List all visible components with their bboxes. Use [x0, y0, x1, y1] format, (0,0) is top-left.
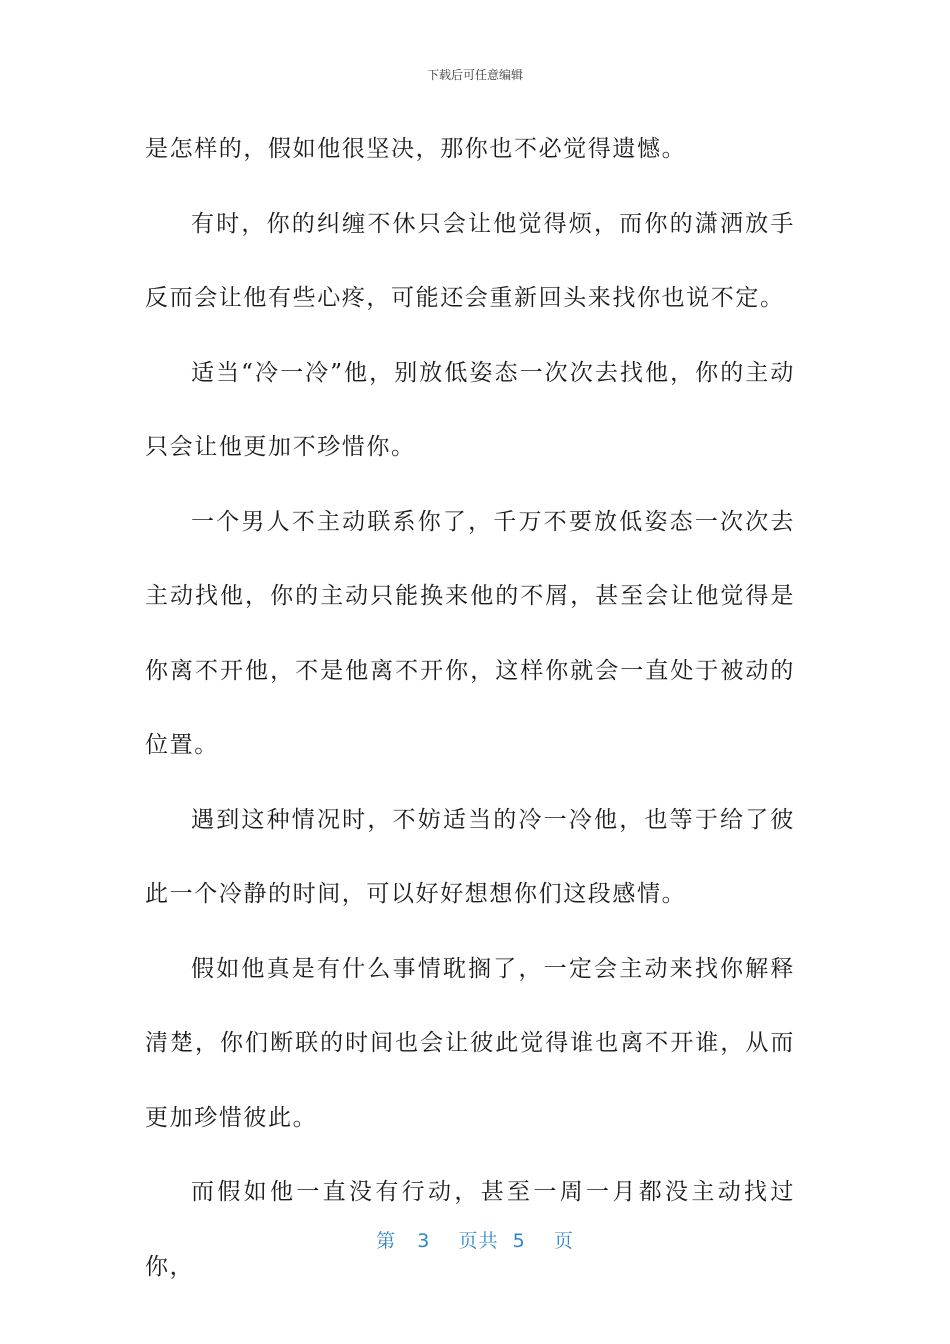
document-body [145, 112, 795, 1304]
total-pages-number: 5 [512, 1230, 526, 1252]
paragraph: 是怎样的，假如他很坚决，那你也不必觉得遗憾。 [145, 136, 687, 162]
paragraph: 假如他真是有什么事情耽搁了，一定会主动来找你解释清楚，你们断联的时间也会让彼此觉得谁也离不开谁，从而更加珍惜彼此。 [145, 955, 795, 1131]
paragraph: 有时，你的纠缠不休只会让他觉得烦，而你的潇洒放手反而会让他有些心疼，可能还会重新回头来找你也说不定。 [145, 210, 795, 311]
paragraph: 而假如他一直没有行动，甚至一周一月都没主动找过你， [145, 1179, 795, 1280]
paragraph: 适当“冷一冷”他，别放低姿态一次次去找他，你的主动只会让他更加不珍惜你。 [145, 359, 795, 460]
footer-suffix: 页 [553, 1230, 574, 1252]
page-footer [0, 1226, 950, 1253]
footer-prefix: 第 [376, 1230, 397, 1252]
page-header: 下载后可任意编辑 [426, 68, 523, 82]
paragraph: 遇到这种情况时，不妨适当的冷一冷他，也等于给了彼此一个冷静的时间，可以好好想想你们这段感情。 [145, 806, 795, 907]
paragraph: 一个男人不主动联系你了，千万不要放低姿态一次次去主动找他，你的主动只能换来他的不屑，甚至会让他觉得是你离不开他，不是他离不开你，这样你就会一直处于被动的位置。 [145, 508, 795, 758]
current-page-number: 3 [417, 1230, 431, 1252]
footer-middle: 页共 [458, 1230, 499, 1252]
